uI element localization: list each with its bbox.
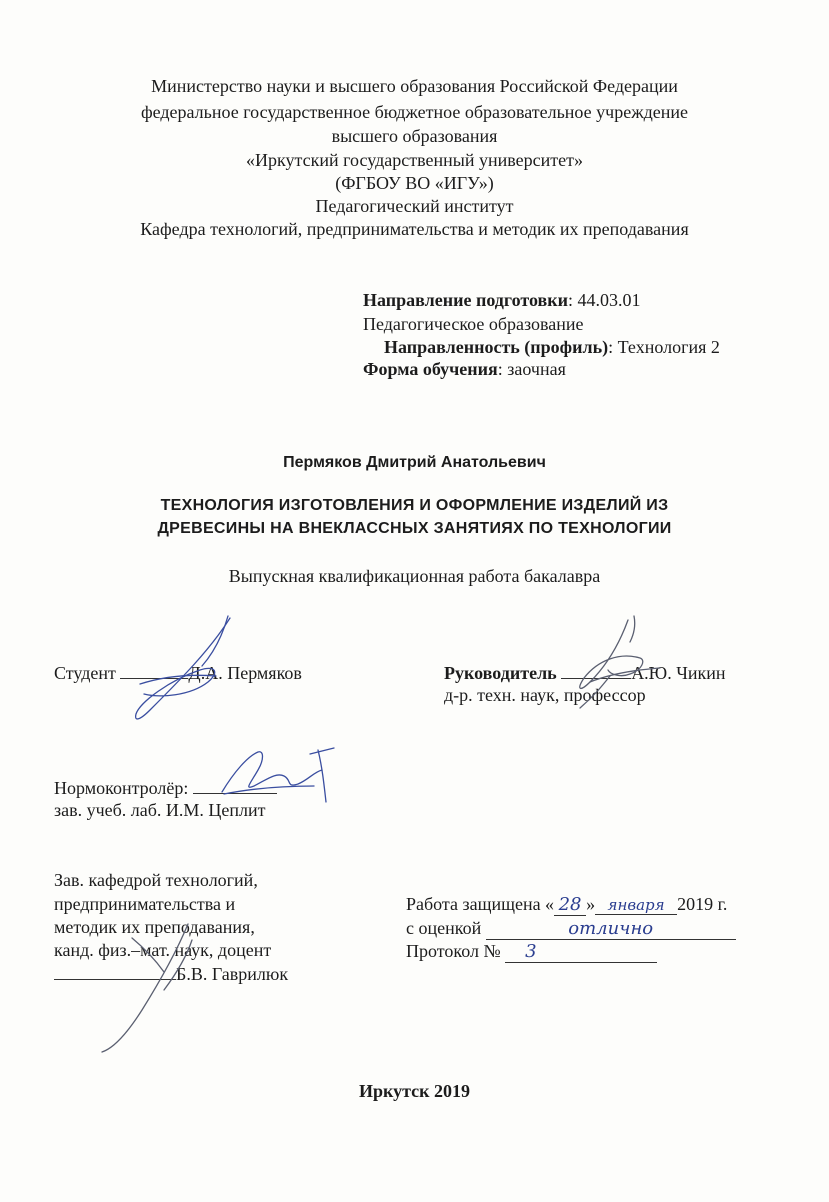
student-name: Д.А. Пермяков: [188, 663, 302, 683]
student-signature: [120, 610, 240, 730]
direction-line: [363, 290, 641, 311]
education-level-line: высшего образования: [331, 126, 498, 146]
thesis-title-line-1: ТЕХНОЛОГИЯ ИЗГОТОВЛЕНИЯ И ОФОРМЛЕНИЕ ИЗДЕЛИЙ ИЗ: [160, 497, 669, 514]
supervisor-name: А.Ю. Чикин: [631, 663, 726, 683]
head-name: Б.В. Гаврилюк: [176, 964, 289, 984]
grade-line: [406, 918, 736, 940]
normcontrol-signature: [214, 742, 344, 812]
protocol-label: Протокол №: [406, 941, 501, 961]
institution-type-line: федеральное государственное бюджетное образовательное учреждение: [140, 102, 689, 122]
normcontrol-label: Нормоконтролёр:: [54, 778, 189, 798]
direction-code: : 44.03.01: [568, 290, 641, 310]
profile-line: [384, 337, 720, 358]
university-abbr: (ФГБОУ ВО «ИГУ»): [335, 173, 494, 193]
department-name: Кафедра технологий, предпринимательства и методик их преподавания: [140, 219, 689, 239]
grade-label: с оценкой: [406, 918, 482, 938]
grade-value: отлично: [486, 918, 736, 940]
university-name: «Иркутский государственный университет»: [246, 150, 583, 170]
defense-prefix: Работа защищена «: [406, 894, 555, 914]
study-form-value: : заочная: [497, 359, 566, 379]
supervisor-signature: [550, 612, 680, 722]
study-form-label: Форма обучения: [363, 359, 498, 379]
defense-day: 28: [554, 894, 586, 916]
study-form-line: [363, 359, 566, 380]
work-type: Выпускная квалификационная работа бакалавра: [228, 566, 601, 586]
head-line-2: предпринимательства и: [54, 894, 236, 914]
defense-date-line: Работа защищена « 28 » января 2019 г.: [406, 894, 728, 915]
author-name: Пермяков Дмитрий Анатольевич: [283, 454, 546, 471]
direction-label: Направление подготовки: [363, 290, 569, 310]
profile-label: Направленность (профиль): [384, 337, 609, 357]
institute-name: Педагогический институт: [315, 196, 514, 216]
city-year: Иркутск 2019: [358, 1081, 471, 1101]
head-line-3: методик их преподавания,: [54, 917, 255, 937]
head-signature: [92, 918, 202, 1058]
normcontrol-position: зав. учеб. лаб. И.М. Цеплит: [54, 800, 266, 820]
thesis-title-line-2: ДРЕВЕСИНЫ НА ВНЕКЛАССНЫХ ЗАНЯТИЯХ ПО ТЕХНОЛОГИИ: [157, 520, 672, 537]
defense-year: 2019 г.: [677, 894, 728, 914]
ministry-line: Министерство науки и высшего образования Российской Федерации: [151, 76, 678, 96]
head-line-1: Зав. кафедрой технологий,: [54, 870, 258, 890]
direction-name: Педагогическое образование: [363, 314, 584, 334]
defense-month: января: [595, 896, 677, 915]
protocol-line: [406, 941, 657, 963]
supervisor-position: д-р. техн. наук, профессор: [444, 685, 646, 705]
protocol-number: 3: [505, 941, 657, 963]
supervisor-label: Руководитель: [444, 663, 557, 683]
head-line-4: канд. физ.–мат. наук, доцент: [54, 940, 272, 960]
student-label: Студент: [54, 663, 116, 683]
profile-value: : Технология 2: [608, 337, 720, 357]
